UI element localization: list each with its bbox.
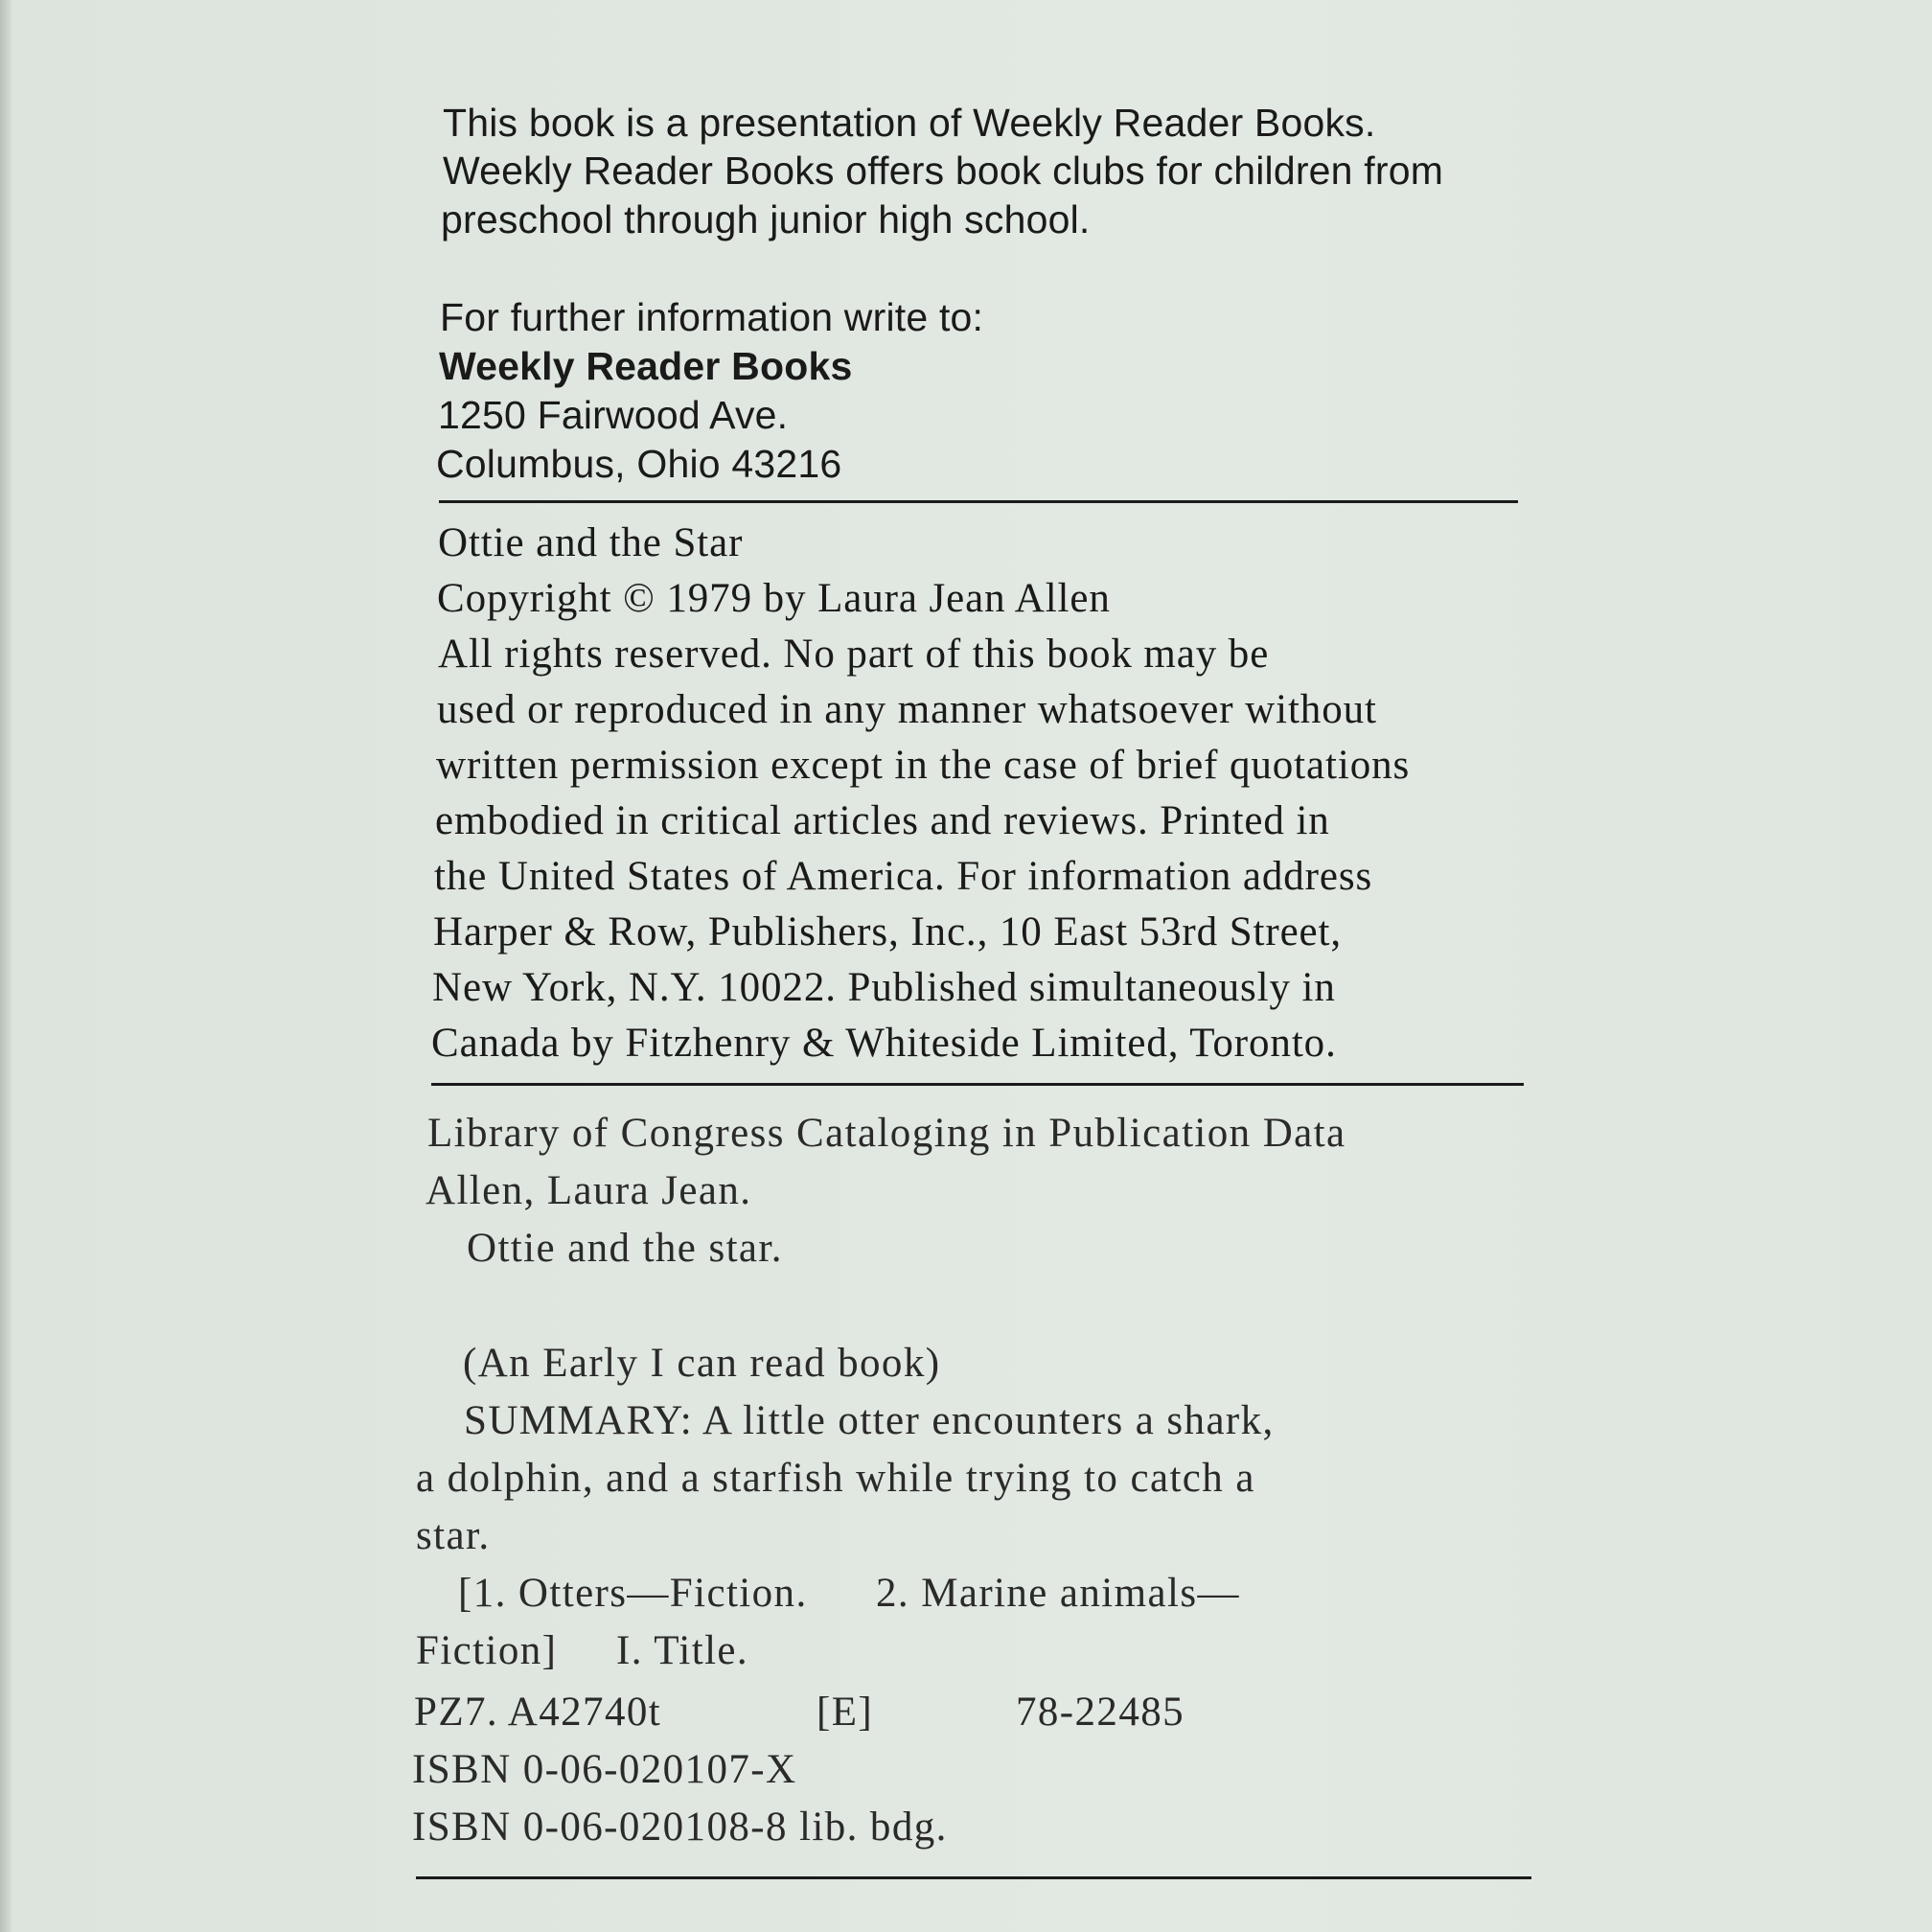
presentation-line-2: Weekly Reader Books offers book clubs for children from (443, 149, 1444, 193)
copyright-line-4: used or reproduced in any manner whatsoever without (437, 687, 1377, 732)
copyright-book-title: Ottie and the Star (438, 520, 744, 565)
copyright-line-8: Harper & Row, Publishers, Inc., 10 East 53rd Street, (433, 909, 1343, 954)
cip-subject-1: [1. Otters—Fiction. (458, 1571, 808, 1616)
cip-title-entry: I. Title. (616, 1628, 749, 1673)
copyright-line-7: the United States of America. For information address (434, 854, 1373, 899)
cip-call-number: PZ7. A42740t (414, 1690, 662, 1735)
cip-author: Allen, Laura Jean. (426, 1168, 752, 1213)
cip-subject-2: 2. Marine animals— (876, 1571, 1240, 1616)
cip-heading: Library of Congress Cataloging in Publication Data (427, 1111, 1346, 1156)
copyright-line-9: New York, N.Y. 10022. Published simultaneously in (432, 965, 1336, 1010)
copyright-line-5: written permission except in the case of brief quotations (436, 743, 1411, 788)
cip-summary-line-2: a dolphin, and a starfish while trying to catch a (416, 1456, 1255, 1501)
cip-summary-line-1: SUMMARY: A little otter encounters a shark, (464, 1398, 1275, 1443)
cip-code: [E] (816, 1690, 874, 1735)
copyright-line-6: embodied in critical articles and reviews. Printed in (435, 798, 1330, 843)
contact-intro: For further information write to: (440, 295, 984, 339)
copyright-line-2: Copyright © 1979 by Laura Jean Allen (437, 576, 1111, 621)
cip-summary-line-3: star. (416, 1513, 491, 1558)
cip-subject-3: Fiction] (416, 1628, 558, 1673)
cip-lccn: 78-22485 (1016, 1690, 1185, 1735)
cip-isbn-1: ISBN 0-06-020107-X (412, 1747, 797, 1792)
copyright-line-10: Canada by Fitzhenry & Whiteside Limited, Toronto. (431, 1021, 1337, 1066)
divider-rule-2 (431, 1083, 1524, 1086)
presentation-line-1: This book is a presentation of Weekly Reader Books. (443, 101, 1376, 145)
divider-rule-3 (416, 1876, 1531, 1879)
cip-series: (An Early I can read book) (463, 1341, 941, 1386)
presentation-line-3: preschool through junior high school. (441, 197, 1091, 242)
contact-street: 1250 Fairwood Ave. (438, 393, 789, 437)
divider-rule-1 (439, 500, 1518, 503)
cip-title: Ottie and the star. (467, 1226, 783, 1271)
page-edge (0, 0, 12, 1932)
contact-city: Columbus, Ohio 43216 (436, 442, 842, 486)
cip-isbn-2: ISBN 0-06-020108-8 lib. bdg. (412, 1805, 948, 1850)
contact-name: Weekly Reader Books (439, 344, 853, 388)
copyright-line-3: All rights reserved. No part of this book may be (438, 632, 1270, 677)
